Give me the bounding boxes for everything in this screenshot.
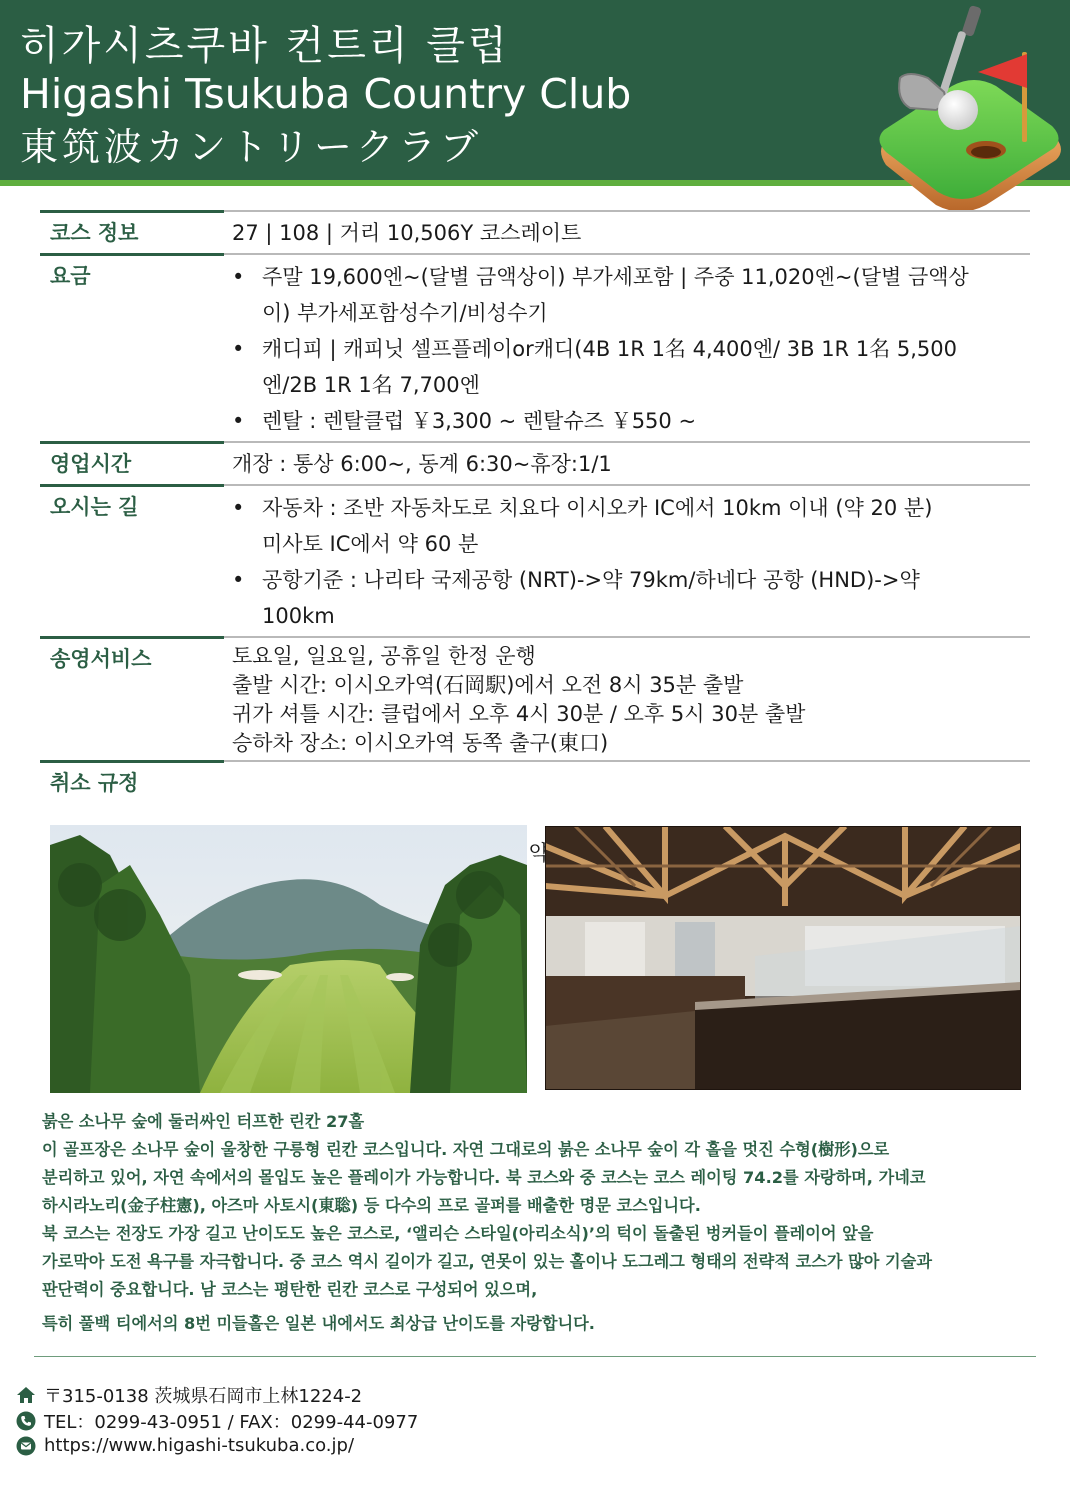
row-directions [40, 484, 1030, 636]
value-directions [224, 486, 1030, 636]
label-shuttle: 송영서비스 [40, 636, 224, 760]
directions-list [232, 490, 1030, 634]
label-cancel-policy: 취소 규정 [40, 760, 224, 1048]
home-icon [16, 1385, 36, 1405]
shuttle-days: 토요일, 일요일, 공휴일 한정 운행 [232, 644, 536, 668]
fee-rental: • 렌탈 : 렌탈클럽 ￥3,300 ~ 렌탈슈즈 ￥550 ~ [232, 409, 697, 433]
value-shuttle [224, 638, 1030, 760]
value-hours: 개장 : 통상 6:00~, 동계 6:30~휴장:1/1 [232, 452, 612, 476]
address-text: 〒315-0138 茨城県石岡市上林1224-2 [44, 1386, 363, 1407]
value-fee [224, 255, 1030, 441]
row-fee [40, 253, 1030, 441]
description-line: 분리하고 있어, 자연 속에서의 몰입도 높은 플레이가 가능합니다. 북 코스와 중 코스는 코스 레이팅 74.2를 자랑하며, 가네코 [42, 1168, 926, 1187]
phone-icon [16, 1411, 36, 1431]
description-line: 북 코스는 전장도 가장 길고 난이도도 높은 코스로, ‘앨리슨 스타일(아리소식)’의 턱이 돌출된 벙커들이 플레이어 앞을 [42, 1224, 874, 1243]
contact-website [16, 1435, 354, 1456]
title-japanese: 東筑波カントリークラブ [20, 125, 483, 169]
title-english: Higashi Tsukuba Country Club [20, 70, 632, 118]
description-line: 가로막아 도전 욕구를 자극합니다. 중 코스 역시 길이가 길고, 연못이 있는 홀이나 도그레그 형태의 전략적 코스가 많아 기술과 [42, 1252, 932, 1271]
shuttle-departure: 출발 시간: 이시오카역(石岡駅)에서 오전 8시 35분 출발 [232, 673, 744, 697]
fairway-illustration [50, 825, 527, 1093]
title-korean: 히가시츠쿠바 컨트리 클럽 [20, 23, 510, 69]
label-directions: 오시는 길 [40, 484, 224, 636]
clubhouse-interior-photo [545, 826, 1021, 1090]
fee-list [232, 259, 1030, 439]
footer-divider [34, 1356, 1036, 1357]
row-course-info [40, 210, 1030, 253]
description-line: 이 골프장은 소나무 숲이 울창한 구릉형 린칸 코스입니다. 자연 그대로의 붉은 소나무 숲이 각 홀을 멋진 수형(樹形)으로 [42, 1140, 890, 1159]
fee-weekend-weekday: • 주말 19,600엔~(달별 금액상이) 부가세포함 | 주중 11,020엔~(달별 금액상 이) 부가세포함성수기/비성수기 [232, 265, 969, 325]
contact-address [16, 1382, 362, 1408]
label-hours: 영업시간 [40, 441, 224, 484]
description-line: 하시라노리(金子柱憲), 아즈마 사토시(東聡) 등 다수의 프로 골퍼를 배출한 명문 코스입니다. [42, 1196, 701, 1215]
label-fee: 요금 [40, 253, 224, 441]
course-description [42, 1108, 1052, 1338]
clubhouse-illustration [545, 826, 1021, 1090]
golf-course-icon [866, 0, 1066, 214]
label-course-info: 코스 정보 [40, 210, 224, 253]
description-headline: 붉은 소나무 숲에 둘러싸인 터프한 린칸 27홀 [42, 1112, 365, 1131]
mail-icon [16, 1436, 36, 1456]
value-course-info: 27 | 108 | 거리 10,506Y 코스레이트 [232, 221, 582, 245]
fee-caddie: • 캐디피 | 캐피닛 셀프플레이or캐디(4B 1R 1名 4,400엔/ 3B 1R 1名 5,500 엔/2B 1R 1名 7,700엔 [232, 337, 957, 397]
directions-car: • 자동차 : 조반 자동차도로 치요다 이시오카 IC에서 10km 이내 (약 20 분) 미사토 IC에서 약 60 분 [232, 496, 933, 556]
row-shuttle [40, 636, 1030, 760]
website-link[interactable]: https://www.higashi-tsukuba.co.jp/ [44, 1435, 355, 1456]
description-line: 판단력이 중요합니다. 남 코스는 평탄한 린칸 코스로 구성되어 있으며, [42, 1280, 538, 1299]
tel-fax-text: TEL：0299-43-0951 / FAX：0299-44-0977 [44, 1412, 419, 1433]
row-hours [40, 441, 1030, 484]
contact-phone [16, 1408, 418, 1434]
shuttle-return: 귀가 셔틀 시간: 클럽에서 오후 4시 30분 / 오후 5시 30분 출발 [232, 702, 806, 726]
directions-airport: • 공항기준 : 나리타 국제공항 (NRT)->약 79km/하네다 공항 (HND)->약 100km [232, 568, 920, 628]
description-last-line: 특히 풀백 티에서의 8번 미들홀은 일본 내에서도 최상급 난이도를 자랑합니다. [42, 1314, 595, 1333]
fairway-photo [50, 825, 527, 1093]
shuttle-pickup-place: 승하차 장소: 이시오카역 동쪽 출구(東口) [232, 731, 609, 755]
